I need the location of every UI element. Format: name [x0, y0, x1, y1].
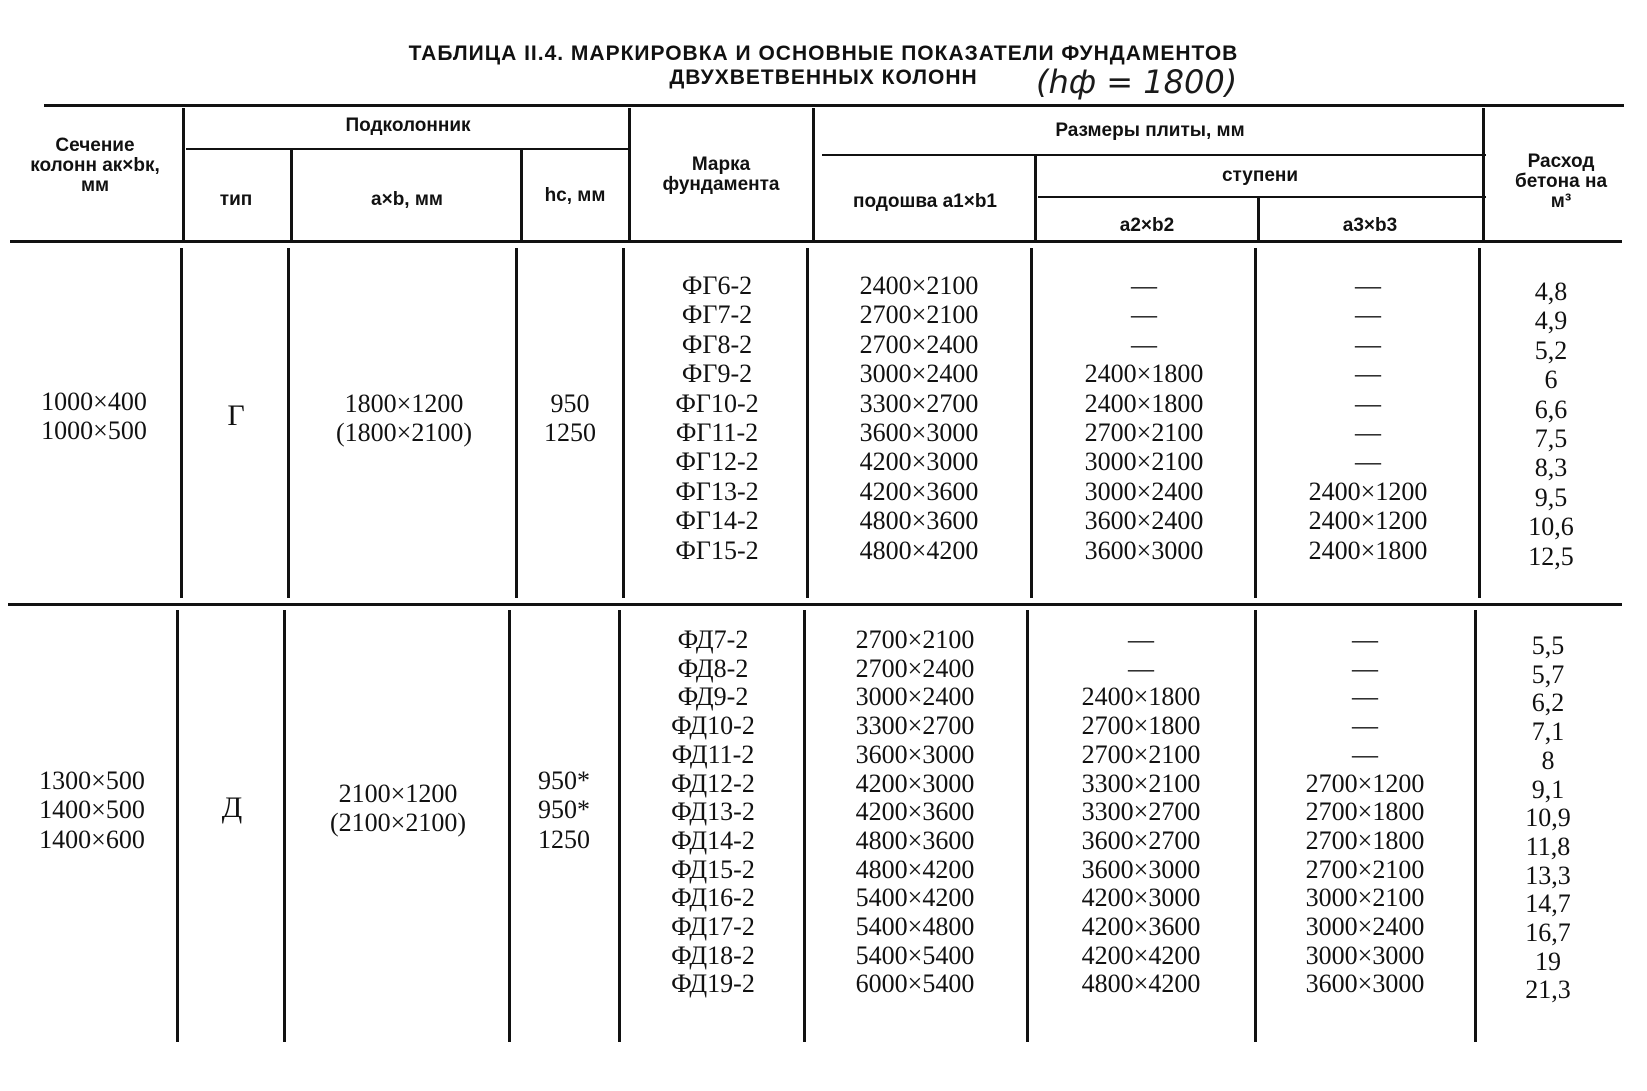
header-section	[20, 136, 170, 196]
podoshva-cell: 4800×3600	[855, 825, 975, 855]
stupeni-rule	[1038, 196, 1486, 198]
marka-cell: ФГ15-2	[675, 535, 759, 565]
marka-cell: ФД15-2	[671, 854, 755, 884]
table-title-line2-text: ДВУХВЕТВЕННЫХ КОЛОНН	[669, 66, 978, 89]
vline-g1-8	[1478, 248, 1481, 598]
a3b3-cell: —	[1355, 300, 1381, 330]
vline-g1-1	[180, 248, 183, 598]
a2b2-cell: 2400×1800	[1081, 682, 1201, 712]
vline-g1-7	[1254, 248, 1257, 598]
a2b2-cell: 3600×3000	[1084, 535, 1204, 565]
rashod-cell: 7,5	[1534, 424, 1568, 454]
vline-g1-2	[287, 248, 290, 598]
podoshva-cell: 3000×2400	[855, 682, 975, 712]
vline-g1-3	[515, 248, 518, 598]
rashod-cell: 13,3	[1525, 860, 1571, 890]
marka-cell: ФД18-2	[671, 940, 755, 970]
axb-line: (2100×2100)	[330, 808, 466, 838]
axb-line: 2100×1200	[338, 779, 458, 808]
rashod-cell: 5,7	[1531, 659, 1565, 689]
a3b3-cell: 2700×2100	[1305, 854, 1425, 884]
podoshva-cell: 3600×3000	[855, 739, 975, 769]
podoshva-cell: 4200×3000	[859, 447, 979, 477]
rashod-cell: 12,5	[1528, 541, 1574, 571]
podoshva-cell: 2700×2100	[855, 625, 975, 654]
hc-line: 950	[550, 389, 590, 418]
header-marka: Марка фундамента	[662, 154, 780, 195]
a2b2-cell: 3600×3000	[1081, 854, 1201, 884]
vline-g2-1	[176, 610, 179, 1042]
axb-line: 1800×1200	[344, 389, 464, 418]
vline-h7	[1257, 198, 1260, 240]
a2b2-cell: 2400×1800	[1084, 359, 1204, 389]
g2-section	[10, 766, 174, 854]
section-line: 1000×400	[41, 387, 147, 416]
a2b2-cell: 3000×2400	[1084, 476, 1204, 506]
a3b3-cell: —	[1355, 359, 1381, 389]
hc-line: 950*	[538, 766, 590, 795]
section-line: 1000×500	[41, 416, 147, 446]
rashod-cell: 6	[1544, 365, 1558, 395]
a2b2-cell: —	[1128, 653, 1154, 683]
vline-h1	[182, 108, 185, 240]
podoshva-cell: 3300×2700	[855, 711, 975, 741]
a3b3-cell: 3000×2400	[1305, 912, 1425, 942]
a3b3-cell: 2400×1800	[1308, 535, 1428, 565]
g2-hc	[514, 766, 614, 854]
marka-cell: ФГ10-2	[675, 388, 759, 418]
header-a2b2: a2×b2	[1119, 215, 1175, 236]
podoshva-cell: 4800×4200	[855, 854, 975, 884]
podoshva-cell: 3600×3000	[859, 418, 979, 448]
podoshva-cell: 2700×2400	[859, 329, 979, 359]
rashod-cell: 5,2	[1534, 335, 1568, 365]
vline-g2-5	[803, 610, 806, 1042]
vline-g2-2	[283, 610, 286, 1042]
vline-h6	[1034, 154, 1037, 240]
marka-cell: ФГ13-2	[675, 476, 759, 506]
a3b3-cell: 2700×1800	[1305, 825, 1425, 855]
rashod-cell: 4,9	[1534, 306, 1568, 336]
rashod-cell: 8	[1541, 745, 1555, 775]
g2-axb	[290, 779, 506, 838]
rashod-cell: 4,8	[1534, 277, 1568, 306]
podoshva-cell: 4200×3600	[855, 797, 975, 827]
a3b3-cell: —	[1355, 271, 1381, 300]
a2b2-cell: 4200×4200	[1081, 940, 1201, 970]
rashod-cell: 16,7	[1525, 918, 1571, 948]
marka-cell: ФД16-2	[671, 883, 755, 913]
marka-cell: ФД17-2	[671, 912, 755, 942]
marka-cell: ФД12-2	[671, 768, 755, 798]
podoshva-cell: 3000×2400	[859, 359, 979, 389]
section-line: 1300×500	[39, 766, 145, 795]
hc-line: 1250	[538, 824, 590, 854]
header-a3b3: a3×b3	[1342, 215, 1398, 236]
a3b3-cell: 3600×3000	[1305, 969, 1425, 999]
a3b3-cell: —	[1352, 653, 1378, 683]
vline-h4	[628, 108, 631, 240]
podoshva-cell: 2400×2100	[859, 271, 979, 300]
a2b2-cell: —	[1128, 625, 1154, 654]
g1-podoshva-col	[812, 271, 1026, 565]
marka-cell: ФГ7-2	[681, 300, 753, 330]
g1-a3b3-col	[1260, 271, 1476, 565]
marka-cell: ФД14-2	[671, 825, 755, 855]
header-podkolonnik: Подколонник	[345, 115, 471, 136]
vline-h8	[1482, 108, 1485, 240]
marka-cell: ФД8-2	[677, 653, 749, 683]
header-axb: a×b, мм	[371, 189, 443, 210]
rashod-cell: 9,5	[1534, 482, 1568, 512]
rashod-cell: 19	[1535, 946, 1561, 976]
a3b3-cell: 3000×3000	[1305, 940, 1425, 970]
rashod-cell: 8,3	[1534, 453, 1568, 483]
podoshva-cell: 5400×5400	[855, 940, 975, 970]
vline-g2-3	[508, 610, 511, 1042]
a2b2-cell: —	[1131, 329, 1157, 359]
rashod-cell: 9,1	[1531, 774, 1565, 804]
a3b3-cell: 3000×2100	[1305, 883, 1425, 913]
marka-cell: ФГ11-2	[675, 418, 759, 448]
podoshva-cell: 4800×4200	[859, 535, 979, 565]
g2-rashod-col	[1480, 632, 1616, 1005]
header-razmery: Размеры плиты, мм	[1055, 120, 1245, 141]
a3b3-cell: —	[1352, 711, 1378, 741]
vline-g2-4	[618, 610, 621, 1042]
a2b2-cell: 3600×2700	[1081, 825, 1201, 855]
marka-cell: ФД9-2	[677, 682, 749, 712]
g2-podoshva-col	[808, 626, 1022, 999]
vline-h2	[290, 150, 293, 240]
table-title-line2	[0, 66, 1647, 90]
a2b2-cell: 3300×2700	[1081, 797, 1201, 827]
marka-cell: ФД7-2	[677, 625, 749, 654]
group-divider-rule	[8, 603, 1622, 606]
marka-cell: ФГ14-2	[675, 506, 759, 536]
g1-rashod-col	[1486, 277, 1616, 571]
hc-line: 950*	[538, 795, 590, 825]
g2-a2b2-col	[1032, 626, 1250, 999]
a2b2-cell: 4200×3600	[1081, 912, 1201, 942]
g1-marka-col	[632, 271, 802, 565]
rashod-cell: 5,5	[1531, 631, 1565, 660]
a2b2-cell: 2700×2100	[1084, 418, 1204, 448]
g1-section	[14, 387, 174, 446]
vline-g1-5	[806, 248, 809, 598]
vline-g1-4	[622, 248, 625, 598]
g2-marka-col	[628, 626, 798, 999]
marka-cell: ФД13-2	[671, 797, 755, 827]
a3b3-cell: —	[1355, 388, 1381, 418]
a3b3-cell: —	[1355, 447, 1381, 477]
marka-cell: ФД10-2	[671, 711, 755, 741]
rashod-cell: 6,6	[1534, 394, 1568, 424]
g1-axb	[294, 389, 514, 448]
a2b2-cell: —	[1131, 271, 1157, 300]
podoshva-cell: 6000×5400	[855, 969, 975, 999]
marka-cell: ФГ12-2	[675, 447, 759, 477]
header-stupeni: ступени	[1221, 165, 1299, 186]
g2-tip: Д	[221, 791, 243, 824]
handwritten-note: (hф = 1800)	[1036, 63, 1238, 101]
marka-cell: ФГ6-2	[681, 271, 753, 300]
a2b2-cell: 3600×2400	[1084, 506, 1204, 536]
header-podoshva: подошва a1×b1	[852, 191, 997, 212]
g2-a3b3-col	[1258, 626, 1472, 999]
a2b2-cell: 2700×2100	[1081, 739, 1201, 769]
a3b3-cell: 2400×1200	[1308, 506, 1428, 536]
marka-cell: ФД11-2	[671, 739, 755, 769]
a3b3-cell: 2700×1200	[1305, 768, 1425, 798]
vline-g2-8	[1474, 610, 1477, 1042]
header-bottom-rule	[10, 240, 1622, 243]
marka-cell: ФГ9-2	[681, 359, 753, 389]
a3b3-cell: —	[1355, 329, 1381, 359]
podoshva-cell: 2700×2400	[855, 653, 975, 683]
header-rashod-text: Расход бетона на м³	[1514, 151, 1608, 212]
section-line: 1400×500	[39, 795, 145, 825]
a2b2-cell: 3000×2100	[1084, 447, 1204, 477]
marka-cell: ФД19-2	[671, 969, 755, 999]
vline-g2-7	[1254, 610, 1257, 1042]
rashod-cell: 7,1	[1531, 717, 1565, 747]
rashod-cell: 10,6	[1528, 512, 1574, 542]
podoshva-cell: 5400×4200	[855, 883, 975, 913]
a3b3-cell: —	[1355, 418, 1381, 448]
hc-line: 1250	[544, 418, 596, 448]
header-rashod	[1504, 152, 1618, 212]
podkolonnik-rule	[186, 148, 630, 150]
rashod-cell: 11,8	[1525, 831, 1571, 861]
section-line: 1400×600	[39, 824, 145, 854]
a2b2-cell: 4200×3000	[1081, 883, 1201, 913]
a2b2-cell: —	[1131, 300, 1157, 330]
header-hc: hс, мм	[544, 185, 606, 206]
header-section-text: Сечение колонн aк×bк, мм	[30, 135, 160, 196]
table-title-line1: ТАБЛИЦА II.4. МАРКИРОВКА И ОСНОВНЫЕ ПОКАЗАТЕЛИ ФУНДАМЕНТОВ	[408, 42, 1239, 65]
podoshva-cell: 4200×3600	[859, 476, 979, 506]
podoshva-cell: 4800×3600	[859, 506, 979, 536]
top-rule	[44, 104, 1624, 107]
vline-g2-6	[1026, 610, 1029, 1042]
podoshva-cell: 4200×3000	[855, 768, 975, 798]
g1-hc	[522, 389, 618, 448]
a2b2-cell: 2700×1800	[1081, 711, 1201, 741]
a3b3-cell: 2700×1800	[1305, 797, 1425, 827]
a2b2-cell: 4800×4200	[1081, 969, 1201, 999]
axb-line: (1800×2100)	[336, 418, 472, 448]
a2b2-cell: 3300×2100	[1081, 768, 1201, 798]
a3b3-cell: —	[1352, 739, 1378, 769]
g1-tip: Г	[227, 399, 245, 432]
podoshva-cell: 3300×2700	[859, 388, 979, 418]
rashod-cell: 14,7	[1525, 889, 1571, 919]
vline-g1-6	[1030, 248, 1033, 598]
a3b3-cell: 2400×1200	[1308, 476, 1428, 506]
podoshva-cell: 5400×4800	[855, 912, 975, 942]
vline-h5	[812, 108, 815, 240]
g1-a2b2-col	[1036, 271, 1252, 565]
vline-h3	[520, 150, 523, 240]
header-tip: тип	[219, 189, 253, 210]
rashod-cell: 21,3	[1525, 975, 1571, 1005]
rashod-cell: 6,2	[1531, 688, 1565, 718]
marka-cell: ФГ8-2	[681, 329, 753, 359]
a2b2-cell: 2400×1800	[1084, 388, 1204, 418]
razmery-rule	[822, 154, 1486, 156]
rashod-cell: 10,9	[1525, 803, 1571, 833]
podoshva-cell: 2700×2100	[859, 300, 979, 330]
a3b3-cell: —	[1352, 682, 1378, 712]
a3b3-cell: —	[1352, 625, 1378, 654]
